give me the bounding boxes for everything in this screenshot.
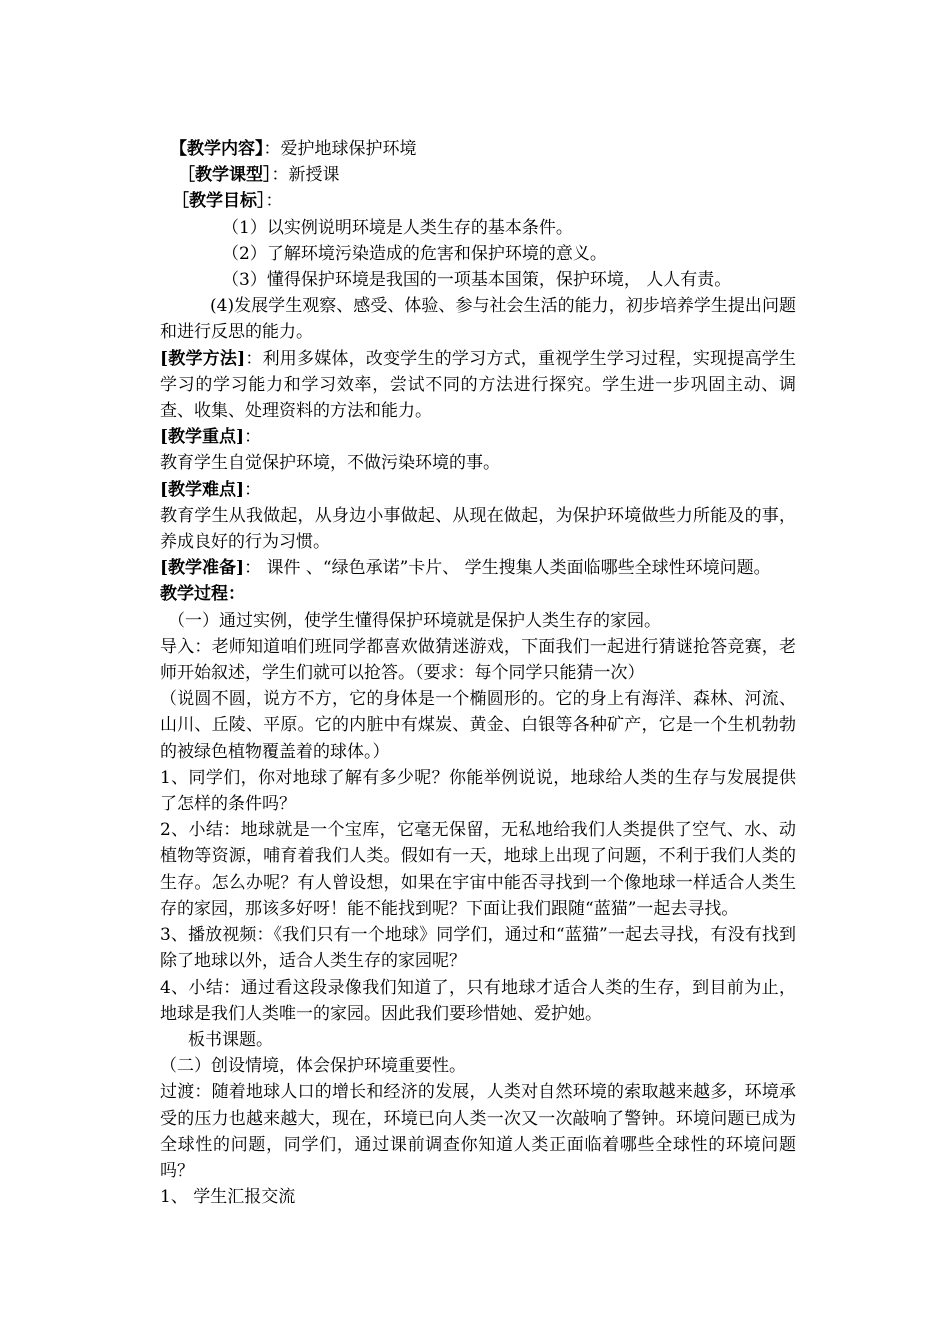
key-point-heading	[160, 424, 796, 450]
prep-text: ： 课件 、“绿色承诺”卡片、 学生搜集人类面临哪些全球性环境问题。	[244, 558, 771, 579]
step-4: 4、小结：通过看这段录像我们知道了，只有地球才适合人类的生存，到目前为止，地球是我们人类唯一的家园。因此我们要珍惜她、爱护她。	[160, 977, 796, 1024]
transition-paragraph: 过渡：随着地球人口的增长和经济的发展，人类对自然环境的索取越来越多，环境承受的压力也越来越大，现在，环境已向人类一次又一次敲响了警钟。环境问题已成为全球性的问题，同学们，通过课前调查你知道人类正面临着哪些全球性的环境问题吗？	[160, 1082, 796, 1181]
type-line	[160, 162, 796, 188]
content-value: ：爱护地球保护环境	[263, 139, 417, 159]
goal-item-2: （2）了解环境污染造成的危害和保护环境的意义。	[222, 243, 607, 264]
goal-item-3: （3）懂得保护环境是我国的一项基本国策，保护环境， 人人有责。	[222, 270, 732, 291]
key-point-colon: ：	[244, 427, 262, 448]
process-heading: 教学过程：	[160, 584, 245, 605]
key-point-text: 教育学生自觉保护环境，不做污染环境的事。	[160, 453, 500, 474]
content-label: 【教学内容】	[170, 139, 264, 159]
prep-paragraph	[160, 555, 796, 581]
content-line	[160, 136, 796, 162]
intro-paragraph: 导入：老师知道咱们班同学都喜欢做猜迷游戏，下面我们一起进行猜谜抢答竞赛，老师开始叙述，学生们就可以抢答。（要求：每个同学只能猜一次）	[160, 636, 796, 684]
step-3: 3、播放视频：《我们只有一个地球》同学们，通过和“蓝猫”一起去寻找，有没有找到除了地球以外，适合人类生存的家园呢？	[160, 925, 796, 972]
step-1: 1、同学们，你对地球了解有多少呢？你能举例说说，地球给人类的生存与发展提供了怎样的条件吗？	[160, 767, 796, 815]
goals-heading	[160, 188, 796, 214]
difficulty-heading	[160, 477, 796, 503]
method-label: [教学方法]	[160, 348, 246, 369]
type-label: ［教学课型］	[178, 165, 272, 186]
difficulty-text: 教育学生从我做起，从身边小事做起、从现在做起，为保护环境做些力所能及的事，养成良好的行为习惯。	[160, 505, 796, 553]
type-value: ：新授课	[271, 165, 340, 186]
part1-title: （一）通过实例，使学生懂得保护环境就是保护人类生存的家园。	[168, 610, 661, 631]
key-point-label: [教学重点]	[160, 427, 245, 448]
part2-title: （二）创设情境，体会保护环境重要性。	[160, 1056, 466, 1077]
method-paragraph	[160, 346, 796, 425]
lesson-plan-document	[160, 136, 796, 1210]
difficulty-colon: ：	[244, 479, 262, 500]
step-2: 2、小结：地球就是一个宝库，它毫无保留，无私地给我们人类提供了空气、水、动植物等资源，哺育着我们人类。假如有一天，地球上出现了问题，不利于我们人类的生存。怎么办呢？有人曾设想，如果在宇宙中能否寻找到一个像地球一样适合人类生存的家园，那该多好呀！能不能找到呢？下面让我们跟随“蓝猫”一起去寻找。	[160, 820, 796, 919]
goal-item-1: （1）以实例说明环境是人类生存的基本条件。	[222, 217, 573, 238]
method-text: ：利用多媒体，改变学生的学习方式，重视学生学习过程，实现提高学生学习的学习能力和学习效率，尝试不同的方法进行探究。学生进一步巩固主动、调查、收集、处理资料的方法和能力。	[160, 348, 796, 422]
goal-item-4: (4)发展学生观察、感受、体验、参与社会生活的能力，初步培养学生提出问题和进行反思的能力。	[160, 296, 796, 343]
item-1: 1、 学生汇报交流	[160, 1187, 296, 1208]
riddle-paragraph: （说圆不圆，说方不方，它的身体是一个椭圆形的。它的身上有海洋、森林、河流、山川、丘陵、平原。它的内脏中有煤炭、黄金、白银等各种矿产，它是一个生机勃勃的被绿色植物覆盖着的球体。）	[160, 689, 796, 762]
goals-colon: ：	[265, 191, 283, 212]
difficulty-label: [教学难点]	[160, 479, 245, 500]
prep-label: [教学准备]	[160, 558, 245, 579]
board-note: 板书课题。	[188, 1029, 273, 1050]
goals-label: ［教学目标］	[172, 191, 266, 212]
